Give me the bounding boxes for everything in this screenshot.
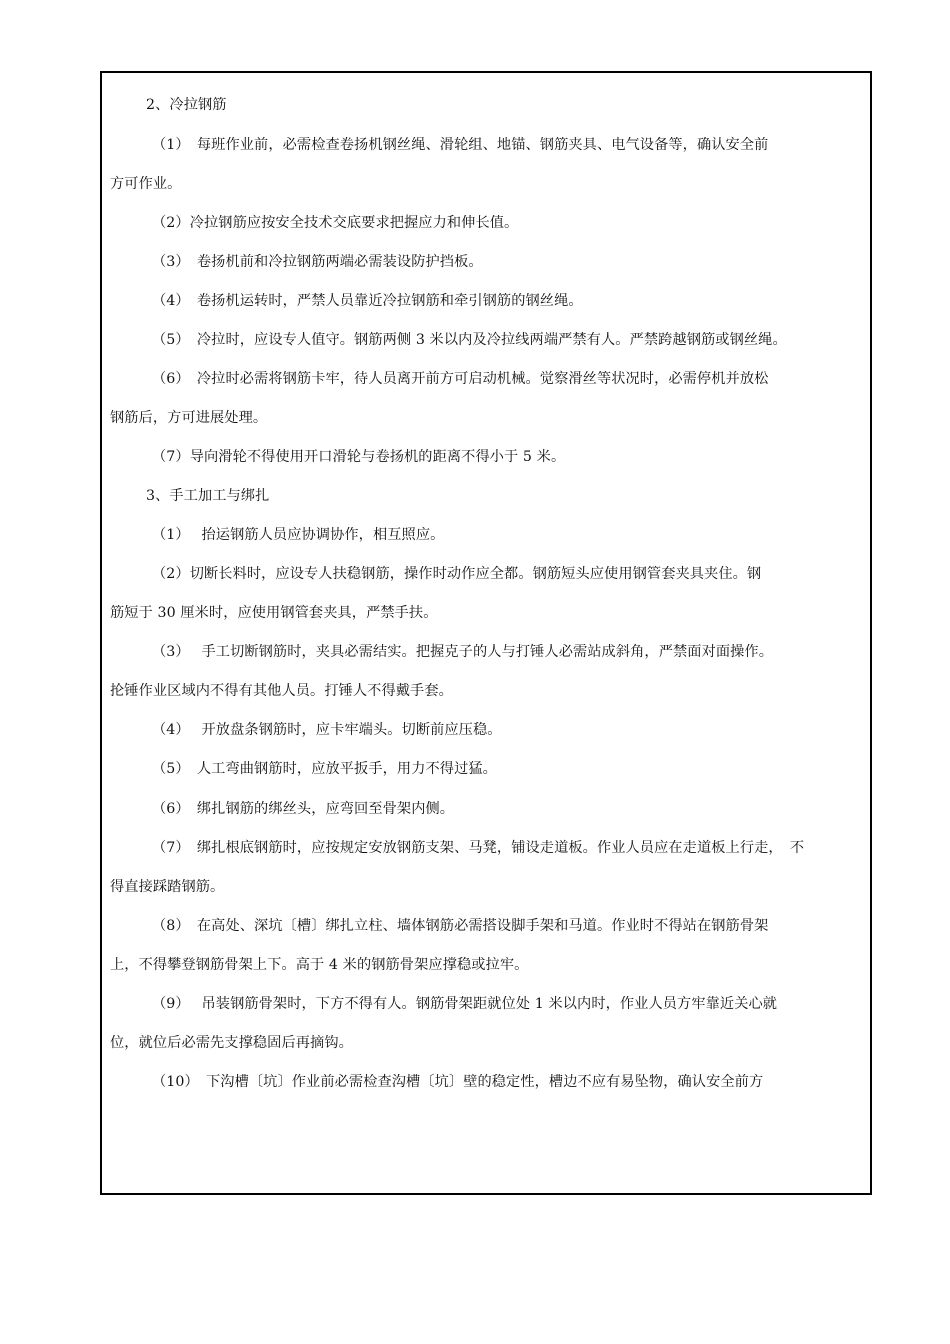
paragraph-line: （6） 冷拉时必需将钢筋卡牢，待人员离开前方可启动机械。觉察滑丝等状况时，必需停机并放松 bbox=[152, 371, 769, 387]
paragraph-line: （3） 手工切断钢筋时，夹具必需结实。把握克子的人与打锤人必需站成斜角，严禁面对面操作。 bbox=[152, 644, 774, 660]
section-heading: 3、手工加工与绑扎 bbox=[146, 488, 270, 504]
paragraph-line: （2）切断长料时，应设专人扶稳钢筋，操作时动作应全都。钢筋短头应使用钢管套夹具夹住。钢 bbox=[152, 566, 762, 582]
paragraph-line: （5） 冷拉时，应设专人值守。钢筋两侧 3 米以内及冷拉线两端严禁有人。严禁跨越钢筋或钢丝绳。 bbox=[152, 332, 787, 348]
document-frame bbox=[100, 71, 872, 1195]
paragraph-line: （4） 卷扬机运转时，严禁人员靠近冷拉钢筋和牵引钢筋的钢丝绳。 bbox=[152, 293, 583, 309]
paragraph-line: （8） 在高处、深坑〔槽〕绑扎立柱、墙体钢筋必需搭设脚手架和马道。作业时不得站在钢筋骨架 bbox=[152, 918, 769, 934]
paragraph-line: （1） 抬运钢筋人员应协调协作，相互照应。 bbox=[152, 527, 445, 543]
paragraph-line: （10） 下沟槽〔坑〕作业前必需检查沟槽〔坑〕壁的稳定性，槽边不应有易坠物，确认安全前方 bbox=[152, 1074, 764, 1090]
paragraph-line: （7） 绑扎根底钢筋时，应按规定安放钢筋支架、马凳，铺设走道板。作业人员应在走道板上行走， 不 bbox=[152, 840, 805, 856]
paragraph-line: 位，就位后必需先支撑稳固后再摘钩。 bbox=[110, 1035, 353, 1051]
paragraph-line: 上，不得攀登钢筋骨架上下。高于 4 米的钢筋骨架应撑稳或拉牢。 bbox=[110, 957, 529, 973]
paragraph-line: 筋短于 30 厘米时，应使用钢管套夹具，严禁手扶。 bbox=[110, 605, 438, 621]
paragraph-line: （3） 卷扬机前和冷拉钢筋两端必需装设防护挡板。 bbox=[152, 254, 483, 270]
paragraph-line: （5） 人工弯曲钢筋时，应放平扳手，用力不得过猛。 bbox=[152, 761, 497, 777]
paragraph-line: （6） 绑扎钢筋的绑丝头，应弯回至骨架内侧。 bbox=[152, 801, 455, 817]
section-heading: 2、冷拉钢筋 bbox=[146, 97, 227, 113]
paragraph-line: （4） 开放盘条钢筋时，应卡牢端头。切断前应压稳。 bbox=[152, 722, 502, 738]
paragraph-line: 抡锤作业区域内不得有其他人员。打锤人不得戴手套。 bbox=[110, 683, 453, 699]
paragraph-line: （2）冷拉钢筋应按安全技术交底要求把握应力和伸长值。 bbox=[152, 215, 519, 231]
paragraph-line: 方可作业。 bbox=[110, 176, 182, 192]
paragraph-line: （9） 吊装钢筋骨架时，下方不得有人。钢筋骨架距就位处 1 米以内时，作业人员方牢靠近关心就 bbox=[152, 996, 778, 1012]
paragraph-line: （7）导向滑轮不得使用开口滑轮与卷扬机的距离不得小于 5 米。 bbox=[152, 449, 566, 465]
paragraph-line: （1） 每班作业前，必需检查卷扬机钢丝绳、滑轮组、地锚、钢筋夹具、电气设备等，确认安全前 bbox=[152, 137, 769, 153]
paragraph-line: 得直接踩踏钢筋。 bbox=[110, 879, 225, 895]
paragraph-line: 钢筋后，方可进展处理。 bbox=[110, 410, 268, 426]
